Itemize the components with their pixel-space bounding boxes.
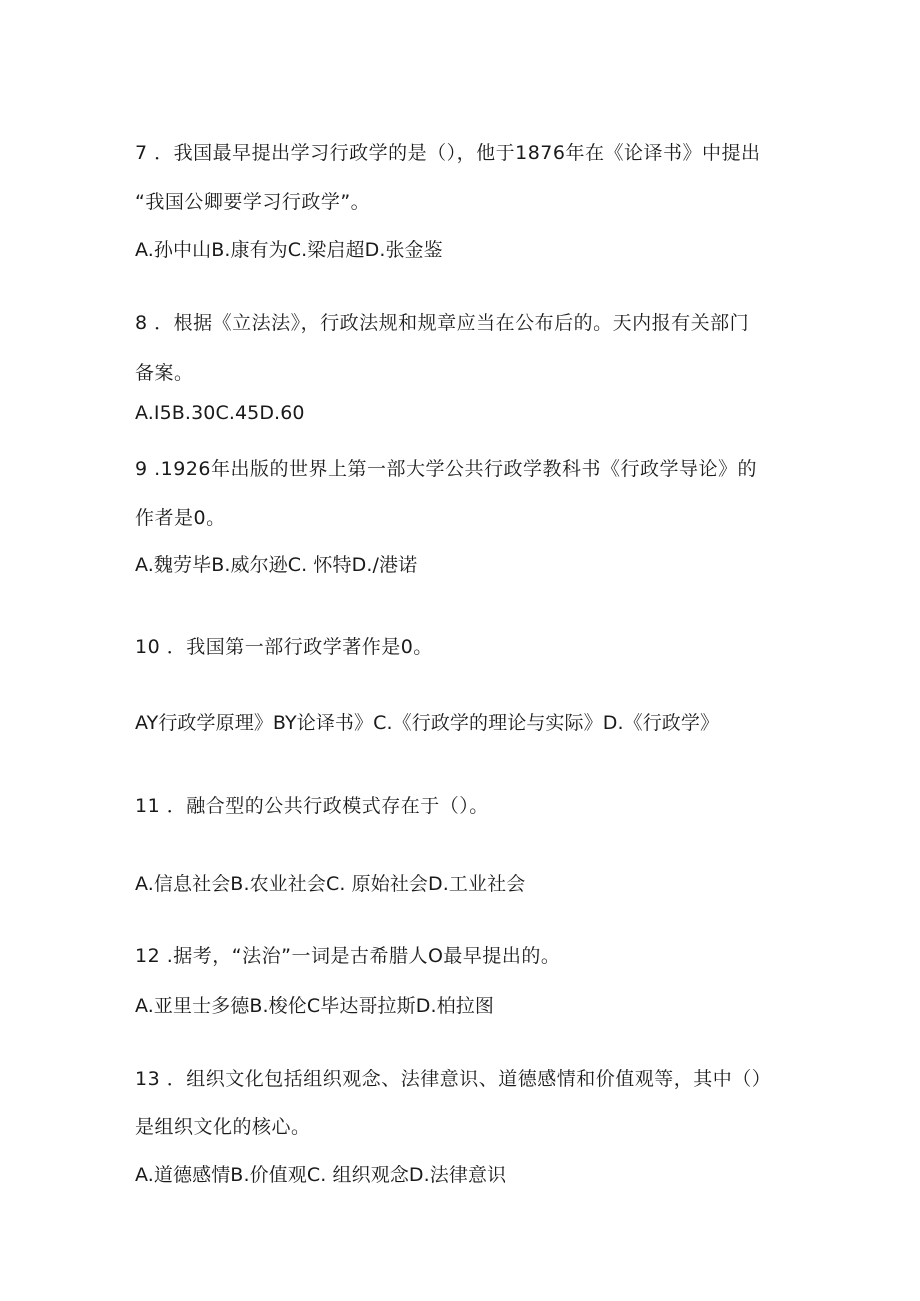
- question-12-options: A.亚里士多德B.梭伦C毕达哥拉斯D.柏拉图: [135, 995, 494, 1017]
- question-7-stem-line-1: 7 ．我国最早提出学习行政学的是（），他于1876年在《论译书》中提出: [135, 142, 761, 164]
- question-9-stem-line-1: 9 .1926年出版的世界上第一部大学公共行政学教科书《行政学导论》的: [135, 458, 758, 480]
- question-12-stem: 12 .据考，“法治”一词是古希腊人O最早提出的。: [135, 945, 561, 967]
- question-10-stem: 10 ．我国第一部行政学著作是0。: [135, 636, 433, 658]
- question-13-options: A.道德感情B.价值观C. 组织观念D.法律意识: [135, 1164, 507, 1186]
- question-13-stem-line-1: 13 ．组织文化包括组织观念、法律意识、道德感情和价值观等，其中（）: [135, 1068, 772, 1090]
- question-11-options: A.信息社会B.农业社会C. 原始社会D.工业社会: [135, 873, 526, 895]
- question-13-stem-line-2: 是组织文化的核心。: [135, 1116, 311, 1138]
- question-8-stem-line-1: 8 ．根据《立法法》，行政法规和规章应当在公布后的。天内报有关部门: [135, 312, 750, 334]
- question-10-options: AY行政学原理》BY论译书》C.《行政学的理论与实际》D.《行政学》: [135, 712, 720, 734]
- question-7-stem-line-2: “我国公卿要学习行政学”。: [135, 191, 371, 213]
- question-9-options: A.魏劳毕B.威尔逊C. 怀特D./港诺: [135, 554, 418, 576]
- question-11-stem: 11 ．融合型的公共行政模式存在于（）。: [135, 795, 489, 817]
- question-7-options: A.孙中山B.康有为C.梁启超D.张金鉴: [135, 239, 443, 261]
- question-8-options: A.I5B.30C.45D.60: [135, 402, 305, 424]
- question-9-stem-line-2: 作者是0。: [135, 507, 226, 529]
- question-8-stem-line-2: 备案。: [135, 362, 194, 384]
